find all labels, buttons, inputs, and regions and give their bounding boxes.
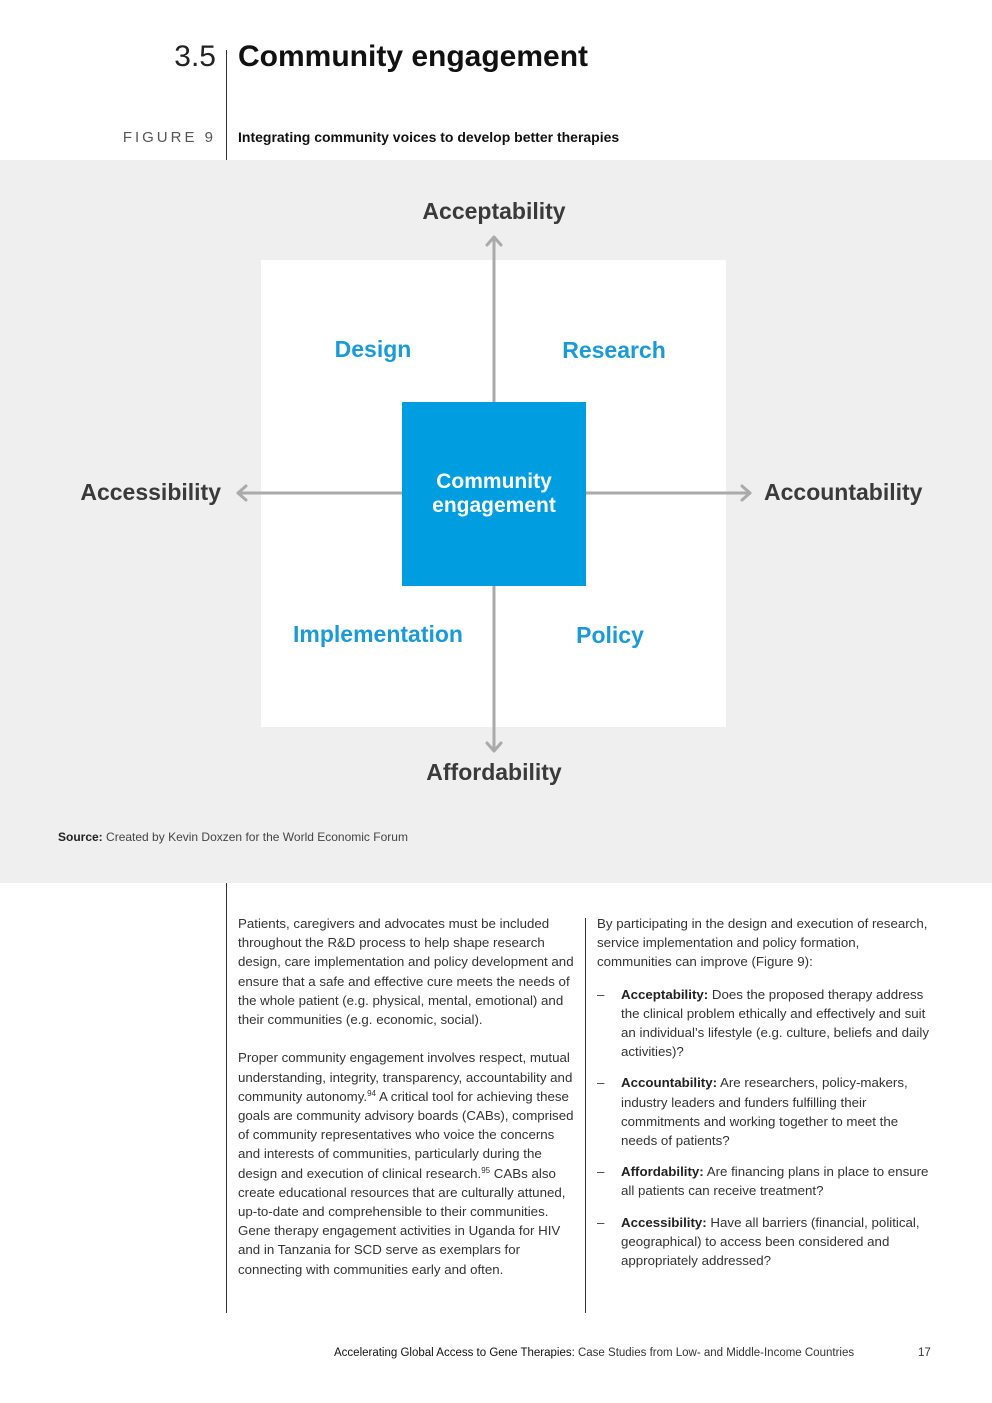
section-number: 3.5: [174, 40, 216, 73]
column-divider: [585, 918, 586, 1313]
body-column-left: [238, 914, 578, 1298]
paragraph: By participating in the design and execution of research, service implementation and policy formation, communities can improve (Figure 9):: [597, 916, 928, 970]
paragraph: Patients, caregivers and advocates must be included throughout the R&D process to help shape research design, care implementation and policy development and ensure that a safe and effective cure meets the needs of the whole patient (e.g. physical, mental, emotional) and their communities (e.g. economic, social).: [238, 916, 574, 1028]
list-item: – Affordability: Are financing plans in place to ensure all patients can receive treatment?: [597, 1164, 929, 1199]
quadrant-research: Research: [562, 337, 666, 363]
figure-label: FIGURE 9: [122, 129, 216, 146]
axis-label-acceptability: Acceptability: [422, 198, 566, 224]
body-column-right: [597, 914, 937, 1282]
axis-label-accessibility: Accessibility: [80, 479, 221, 505]
body-left-rule: [226, 883, 227, 1313]
quadrant-design: Design: [334, 336, 412, 362]
quadrant-implementation: Implementation: [293, 621, 463, 647]
running-footer: Accelerating Global Access to Gene Therapies: Case Studies from Low- and Middle-Income Countries: [334, 1347, 855, 1359]
list-item: – Accessibility: Have all barriers (financial, political, geographical) to access been considered and appropriately addressed?: [597, 1214, 920, 1269]
figure-title: Integrating community voices to develop better therapies: [238, 129, 620, 145]
figure-source: Source: Created by Kevin Doxzen for the World Economic Forum: [58, 830, 408, 844]
center-community-engagement: Community engagement: [402, 402, 586, 586]
footnote-ref: 95: [481, 1165, 491, 1175]
paragraph: Proper community engagement involves respect, mutual understanding, integrity, transparency, accountability and community autonomy.$^{94}$ A critical tool for achieving these goals are community advisory boards (CABs), comprised of community representatives who voice the concerns and interests of communities, particularly during the design and execution of clinical research.$^{95}$ CABs also create educational resources that are culturally attuned, up-to-date and comprehensible to their communities. Gene therapy engagement activities in Uganda for HIV and in Tanzania for SCD serve as exemplars for connecting with communities early and often.: [238, 1050, 574, 1277]
axis-label-accountability: Accountability: [764, 479, 923, 505]
axis-label-affordability: Affordability: [426, 759, 562, 785]
footnote-ref: 94: [367, 1088, 376, 1098]
list-item: – Accountability: Are researchers, policy-makers, industry leaders and funders fulfilling their commitments and working together to meet the needs of patients?: [597, 1075, 908, 1149]
quadrant-policy: Policy: [576, 622, 644, 648]
section-title: Community engagement: [238, 40, 589, 73]
list-item: – Acceptability: Does the proposed therapy address the clinical problem ethically and effectively and suit an individual’s lifestyle (e.g. culture, beliefs and daily activities)?: [597, 986, 929, 1060]
page-number: 17: [918, 1347, 931, 1359]
